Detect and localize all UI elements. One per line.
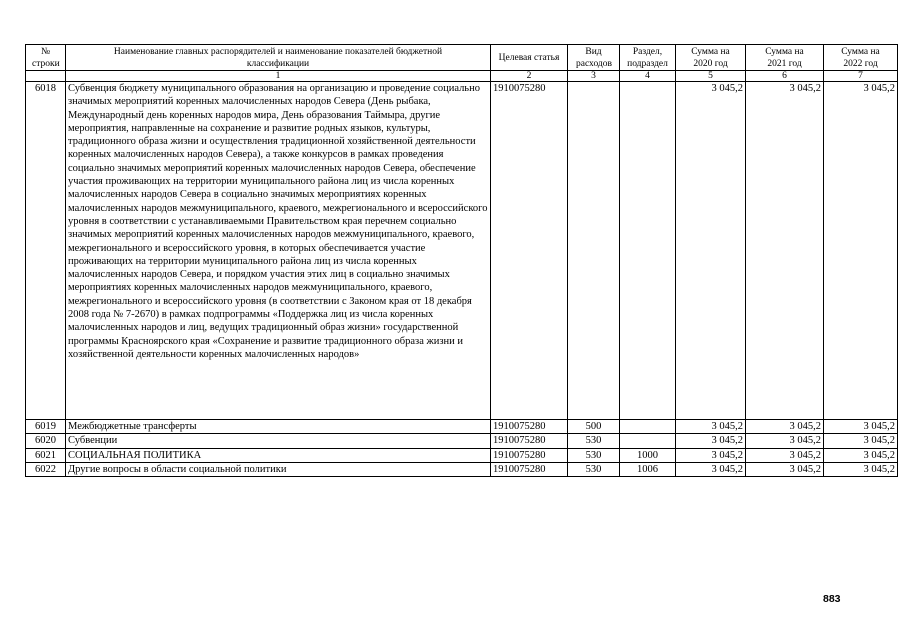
row-sum-2020: 3 045,2 bbox=[676, 434, 746, 448]
row-sum-2021: 3 045,2 bbox=[746, 420, 824, 434]
row-sum-2020: 3 045,2 bbox=[676, 448, 746, 462]
budget-table bbox=[25, 44, 898, 477]
row-target: 1910075280 bbox=[491, 448, 568, 462]
row-sum-2020: 3 045,2 bbox=[676, 420, 746, 434]
header-sum-2021: Сумма на 2021 год bbox=[746, 45, 824, 71]
row-sum-2022: 3 045,2 bbox=[824, 462, 898, 476]
header-name: Наименование главных распорядителей и наименование показателей бюджетной классификации bbox=[66, 45, 491, 71]
table-header-row bbox=[26, 45, 898, 71]
row-sum-2022: 3 045,2 bbox=[824, 434, 898, 448]
table-row bbox=[26, 462, 898, 476]
row-sum-2022: 3 045,2 bbox=[824, 82, 898, 420]
column-number: 7 bbox=[824, 71, 898, 82]
row-number: 6018 bbox=[26, 82, 66, 420]
row-target: 1910075280 bbox=[491, 82, 568, 420]
row-section bbox=[620, 434, 676, 448]
row-sum-2021: 3 045,2 bbox=[746, 82, 824, 420]
header-expense-type: Вид расходов bbox=[568, 45, 620, 71]
row-number: 6022 bbox=[26, 462, 66, 476]
row-sum-2021: 3 045,2 bbox=[746, 448, 824, 462]
header-section: Раздел, подраздел bbox=[620, 45, 676, 71]
row-name: Межбюджетные трансферты bbox=[66, 420, 491, 434]
row-name: Другие вопросы в области социальной политики bbox=[66, 462, 491, 476]
row-expense-type: 500 bbox=[568, 420, 620, 434]
column-number: 5 bbox=[676, 71, 746, 82]
column-number: 4 bbox=[620, 71, 676, 82]
row-name: Субвенция бюджету муниципального образования на организацию и проведение социально значимых мероприятий коренных малочисленных народов Севера (День рыбака, Международный день коренных народов мира, День образования Таймыра, другие мероприятия, направленные на сохранение и развитие родных языков, культуры, традиционного образа жизни и осуществления традиционной хозяйственной деятельности коренных малочисленных народов Севера), а также конкурсов в рамках проведения социально значимых мероприятий коренных малочисленных народов Севера, обеспечение участия проживающих на территории муниципального района лиц из числа коренных малочисленных народов Севера в социально значимых мероприятиях коренных малочисленных народов межмуниципального, краевого, межрегионального и всероссийского уровня в соответствии с устанавливаемыми Правительством края перечнем социально значимых мероприятий коренных малочисленных народов межмуниципального, краевого, межрегионального и всероссийского уровня, в которых обеспечивается участие проживающих на территории муниципального района лиц из числа коренных малочисленных народов Севера, и порядком участия этих лиц в социально значимых мероприятиях коренных малочисленных народов межмуниципального, краевого, межрегионального и всероссийского уровня (в соответствии с Законом края от 18 декабря 2008 года № 7-2670) в рамках подпрограммы «Поддержка лиц из числа коренных малочисленных народов и лиц, ведущих традиционный образ жизни» государственной программы Красноярского края «Сохранение и развитие традиционного образа жизни и хозяйственной деятельности коренных малочисленных народов» bbox=[66, 82, 491, 420]
column-number: 6 bbox=[746, 71, 824, 82]
row-sum-2021: 3 045,2 bbox=[746, 462, 824, 476]
row-number: 6020 bbox=[26, 434, 66, 448]
row-expense-type bbox=[568, 82, 620, 420]
row-name: Субвенции bbox=[66, 434, 491, 448]
table-row bbox=[26, 420, 898, 434]
header-sum-2020: Сумма на 2020 год bbox=[676, 45, 746, 71]
row-number: 6019 bbox=[26, 420, 66, 434]
column-number: 2 bbox=[491, 71, 568, 82]
row-expense-type: 530 bbox=[568, 434, 620, 448]
row-number: 6021 bbox=[26, 448, 66, 462]
row-section bbox=[620, 420, 676, 434]
table-row bbox=[26, 434, 898, 448]
row-name: СОЦИАЛЬНАЯ ПОЛИТИКА bbox=[66, 448, 491, 462]
header-sum-2022: Сумма на 2022 год bbox=[824, 45, 898, 71]
row-sum-2020: 3 045,2 bbox=[676, 462, 746, 476]
row-target: 1910075280 bbox=[491, 420, 568, 434]
row-expense-type: 530 bbox=[568, 462, 620, 476]
row-target: 1910075280 bbox=[491, 434, 568, 448]
column-number-row bbox=[26, 71, 898, 82]
column-number bbox=[26, 71, 66, 82]
row-sum-2020: 3 045,2 bbox=[676, 82, 746, 420]
row-section: 1000 bbox=[620, 448, 676, 462]
row-sum-2021: 3 045,2 bbox=[746, 434, 824, 448]
page-number: 883 bbox=[823, 593, 841, 605]
row-section: 1006 bbox=[620, 462, 676, 476]
row-sum-2022: 3 045,2 bbox=[824, 448, 898, 462]
row-section bbox=[620, 82, 676, 420]
row-target: 1910075280 bbox=[491, 462, 568, 476]
header-target: Целевая статья bbox=[491, 45, 568, 71]
header-row-no: № строки bbox=[26, 45, 66, 71]
column-number: 1 bbox=[66, 71, 491, 82]
table-row bbox=[26, 448, 898, 462]
column-number: 3 bbox=[568, 71, 620, 82]
row-expense-type: 530 bbox=[568, 448, 620, 462]
row-sum-2022: 3 045,2 bbox=[824, 420, 898, 434]
table-row bbox=[26, 82, 898, 420]
